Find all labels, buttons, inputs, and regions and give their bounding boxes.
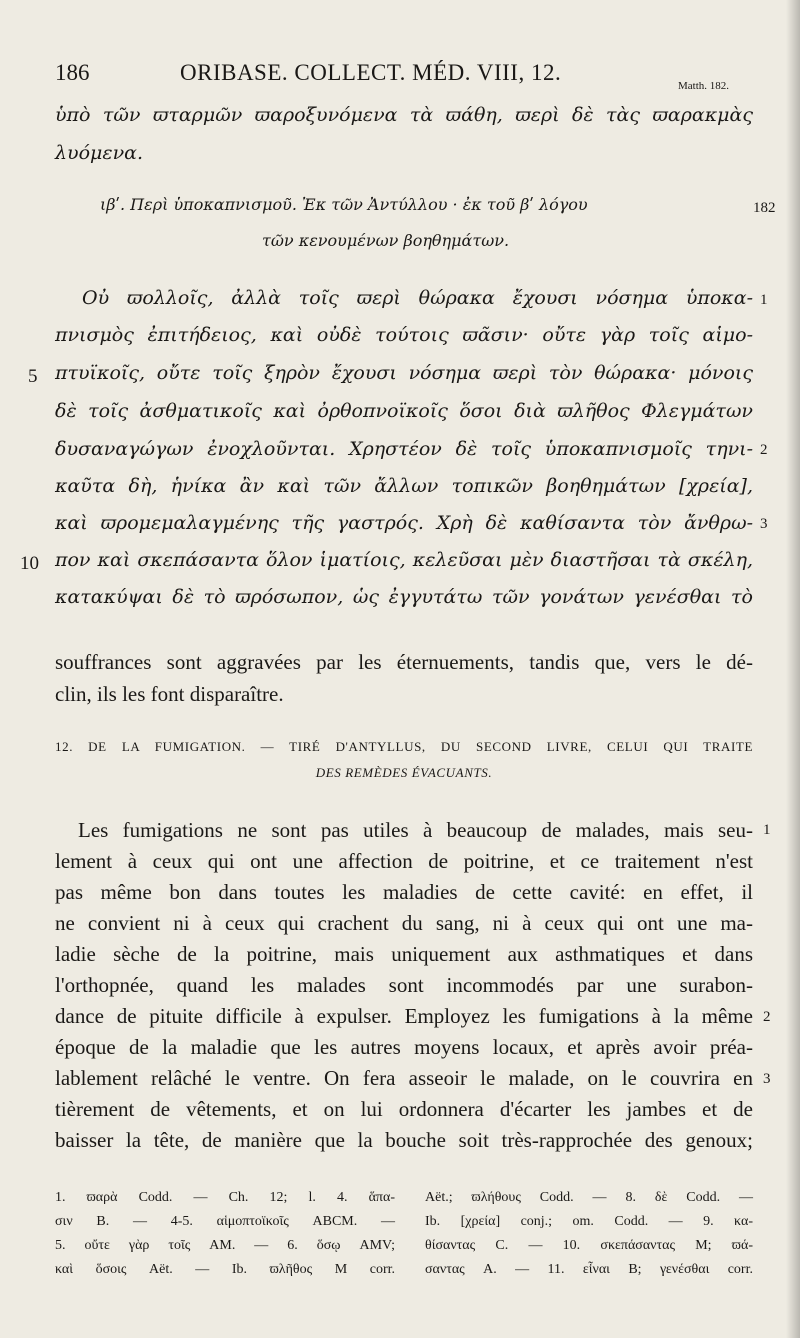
footnote-line: σιν B. — 4-5. αἱμοπτοϊκοῖς ABCM. — [55, 1214, 395, 1229]
greek-heading: τῶν κενουμένων βοηθημάτων. [262, 231, 510, 250]
margin-reference: 1 [763, 822, 771, 838]
margin-reference: 3 [763, 1071, 771, 1087]
french-body-line: Les fumigations ne sont pas utiles à beaucoup de malades, mais seu- [78, 818, 753, 842]
page-spine-shadow [786, 0, 800, 1338]
greek-heading: ιβʹ. Περὶ ὑποκαπνισμοῦ. Ἐκ τῶν Ἀντύλλου · ἐκ τοῦ βʹ λόγου [100, 195, 588, 214]
french-body-line: ladie sèche de la poitrine, mais uniquement aux asthmatiques et dans [55, 942, 753, 966]
french-body-line: baisser la tête, de manière que la bouche soit très-rapprochée des genoux; [55, 1128, 753, 1152]
french-top-line: souffrances sont aggravées par les éternuements, tandis que, vers le dé- [55, 650, 753, 674]
french-top-line: clin, ils les font disparaître. [55, 682, 284, 706]
greek-top-line: λυόμενα. [55, 142, 143, 164]
greek-body-line: δὲ τοῖς ἀσθματικοῖς καὶ ὀρθοπνοϊκοῖς ὅσοι διὰ ϖλῆθος Φλεγμάτων [55, 400, 753, 422]
french-body-line: époque de la maladie que les autres moyens locaux, et après avoir préa- [55, 1035, 753, 1059]
french-body-line: lement à ceux qui ont une affection de poitrine, et ce traitement n'est [55, 849, 753, 873]
margin-reference: 182 [753, 200, 776, 216]
greek-body-line: κατακύψαι δὲ τὸ ϖρόσωπον, ὡς ἐγγυτάτω τῶν γονάτων γενέσθαι τὸ [55, 586, 753, 608]
greek-body-line: Οὐ ϖολλοῖς, ἀλλὰ τοῖς ϖερὶ θώρακα ἔχουσι νόσημα ὑποκα- [82, 287, 753, 309]
margin-reference: 2 [760, 442, 768, 458]
line-number: 5 [28, 366, 38, 387]
running-title: ORIBASE. COLLECT. MÉD. VIII, 12. [180, 60, 562, 85]
footnote-line: σαντας A. — 11. εἶναι B; γενέσθαι corr. [425, 1262, 753, 1277]
edition-reference: Matth. 182. [678, 80, 730, 92]
french-body-line: ne convient ni à ceux qui crachent du sang, ni à ceux qui ont une ma- [55, 911, 753, 935]
page-number: 186 [55, 60, 90, 85]
french-body-line: pas même bon dans toutes les maladies de cette cavité: en effet, il [55, 880, 753, 904]
margin-reference: 3 [760, 516, 768, 532]
greek-body-line: πον καὶ σκεπάσαντα ὅλον ἱματίοις, κελεῦσαι μὲν διαστῆσαι τὰ σκέλη, [55, 549, 753, 571]
footnote-line: Aët.; ϖλήθους Codd. — 8. δὲ Codd. — [425, 1190, 753, 1205]
margin-reference: 2 [763, 1009, 771, 1025]
footnote-line: Ib. [χρεία] conj.; om. Codd. — 9. κα- [425, 1214, 753, 1229]
french-body-line: lablement relâché le ventre. On fera asseoir le malade, on le couvrira en [55, 1066, 753, 1090]
greek-body-line: δυσαναγώγων ἐνοχλοῦνται. Χρηστέον δὲ τοῖς ὑποκαπνισμοῖς τηνι- [55, 438, 753, 460]
footnote-line: καὶ ὅσοις Aët. — Ib. ϖλῆθος M corr. [55, 1262, 395, 1277]
footnote-line: θίσαντας C. — 10. σκεπάσαντας M; ϖά- [425, 1238, 753, 1253]
french-body-line: dance de pituite difficile à expulser. Employez les fumigations à la même [55, 1004, 753, 1028]
margin-reference: 1 [760, 292, 768, 308]
footnote-line: 5. οὔτε γὰρ τοῖς AM. — 6. ὅσῳ AMV; [55, 1238, 395, 1253]
greek-body-line: πτυϊκοῖς, οὔτε τοῖς ξηρὸν ἔχουσι νόσημα ϖερὶ τὸν θώρακα· μόνοις [55, 362, 753, 384]
french-heading: DES REMÈDES ÉVACUANTS. [315, 765, 493, 780]
line-number: 10 [20, 553, 39, 574]
greek-top-line: ὑπὸ τῶν ϖταρμῶν ϖαροξυνόμενα τὰ ϖάθη, ϖερὶ δὲ τὰς ϖαρακμὰς [55, 104, 753, 126]
greek-body-line: καῦτα δὴ, ἡνίκα ἂν καὶ τῶν ἄλλων τοπικῶν βοηθημάτων [χρεία], [55, 475, 753, 497]
greek-body-line: πνισμὸς ἐπιτήδειος, καὶ οὐδὲ τούτοις ϖᾶσιν· οὔτε γὰρ τοῖς αἱμο- [55, 324, 753, 346]
french-body-line: l'orthopnée, quand les malades sont incommodés par une surabon- [55, 973, 753, 997]
french-heading: 12. DE LA FUMIGATION. — TIRÉ D'ANTYLLUS, DU SECOND LIVRE, CELUI QUI TRAITE [55, 739, 753, 754]
french-body-line: tièrement de vêtements, et on lui ordonnera d'écarter les jambes et de [55, 1097, 753, 1121]
footnote-line: 1. ϖαρὰ Codd. — Ch. 12; l. 4. ἅπα- [55, 1190, 395, 1205]
greek-body-line: καὶ ϖρομεμαλαγμένης τῆς γαστρός. Χρὴ δὲ καθίσαντα τὸν ἄνθρω- [55, 512, 753, 534]
